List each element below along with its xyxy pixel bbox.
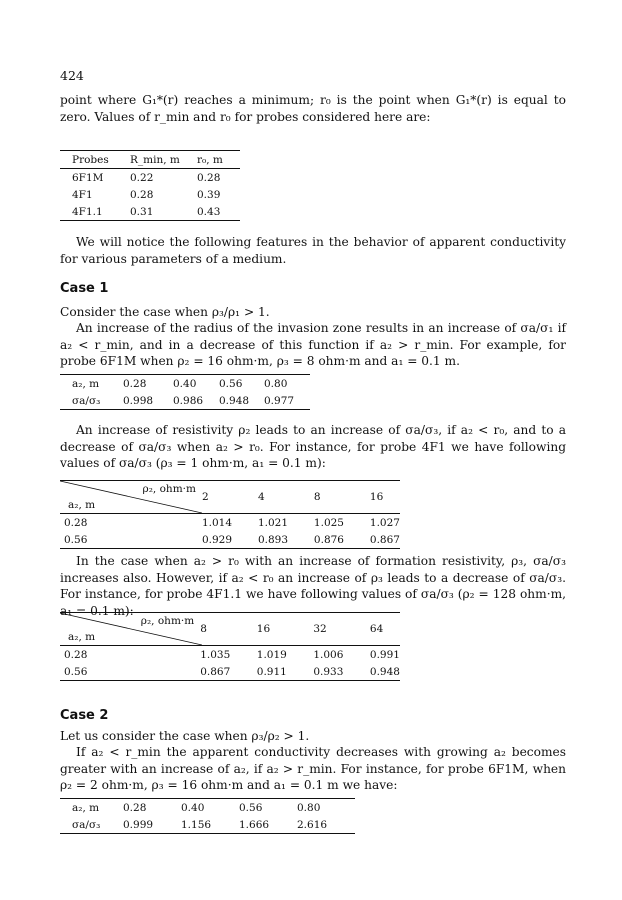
table-row xyxy=(60,646,400,664)
column-header: 16 xyxy=(369,491,384,503)
cell-value: 0.911 xyxy=(256,665,287,678)
ratio-value: 1.156 xyxy=(181,818,212,831)
column-header: 32 xyxy=(313,623,327,635)
cell-value: 1.014 xyxy=(201,516,233,529)
case1-condition: Consider the case when ρ₃/ρ₁ > 1. xyxy=(60,305,270,319)
table3-header-row xyxy=(60,613,400,646)
row-a2-value: 0.28 xyxy=(64,516,88,529)
features-paragraph: We will notice the following features in the behavior of apparent conductivity for various parameters of a medium. xyxy=(60,235,566,266)
a2-value: 0.40 xyxy=(173,377,197,390)
probe-name: 4F1.1 xyxy=(72,205,103,218)
probes-table xyxy=(60,150,240,221)
table-row xyxy=(60,514,400,532)
probes-header-rmin: R_min, m xyxy=(130,153,180,166)
table-row xyxy=(60,663,400,681)
cell-value: 1.006 xyxy=(313,648,344,661)
case1-table3 xyxy=(60,612,400,681)
case2-heading: Case 2 xyxy=(60,708,109,723)
probe-name: 6F1M xyxy=(72,171,104,184)
case1-heading: Case 1 xyxy=(60,281,109,296)
table-row xyxy=(60,375,310,393)
cell-value: 1.021 xyxy=(257,516,288,529)
cell-value: 0.948 xyxy=(369,665,400,678)
cell-value: 1.019 xyxy=(256,648,287,661)
case1-paragraph-3: In the case when a₂ > r₀ with an increase of formation resistivity, ρ₃, σa/σ₃ increases also. However, if a₂ < r₀ an increase of ρ₃ leads to a decrease of σa/σ₃. For instance, for probe 4F1.1 we have following values of σa/σ₃ (ρ₂ = 128 ohm·m, a₁ = 0.1 m): xyxy=(60,554,566,618)
table-row xyxy=(60,531,400,549)
table-row xyxy=(60,169,240,187)
corner-bottom-label: a₂, m xyxy=(68,631,96,643)
ratio-value: 0.948 xyxy=(219,394,250,407)
cell-value: 1.025 xyxy=(313,516,344,529)
cell-value: 0.893 xyxy=(257,533,288,546)
cell-value: 0.933 xyxy=(313,665,344,678)
a2-value: 0.28 xyxy=(123,377,147,390)
row-label-a2: a₂, m xyxy=(72,377,100,390)
table2-corner-cell xyxy=(60,481,202,514)
a2-value: 0.80 xyxy=(297,801,321,814)
cell-value: 1.035 xyxy=(200,648,231,661)
case1-paragraph-2: An increase of resistivity ρ₂ leads to an increase of σa/σ₃, if a₂ < r₀, and to a decrease of σa/σ₃ when a₂ > r₀. For instance, for probe 4F1 we have following values of σa/σ₃ (ρ₃ = 1 ohm·m, a₁ = 0.1 m): xyxy=(60,423,566,470)
case2-table1 xyxy=(60,798,355,834)
probes-header-row xyxy=(60,151,240,169)
case1-table2 xyxy=(60,480,400,549)
ratio-value: 0.998 xyxy=(123,394,154,407)
table-row xyxy=(60,186,240,203)
ratio-value: 1.666 xyxy=(239,818,270,831)
cell-value: 0.991 xyxy=(369,648,400,661)
r0-value: 0.39 xyxy=(197,188,221,201)
ratio-value: 0.986 xyxy=(173,394,204,407)
case2-paragraph-1: If a₂ < r_min the apparent conductivity decreases with growing a₂ becomes greater with an increase of a₂, if a₂ > r_min. For instance, for probe 6F1M, when ρ₂ = 2 ohm·m, ρ₃ = 16 ohm·m and a₁ = 0.1 m we have: xyxy=(60,745,566,792)
probes-header-r0: r₀, m xyxy=(197,153,223,166)
case1-paragraph-1: An increase of the radius of the invasion zone results in an increase of σa/σ₁ if a₂ < r_min, and in a decrease of this function if a₂ > r_min. For example, for probe 6F1M when ρ₂ = 16 ohm·m, ρ₃ = 8 ohm·m and a₁ = 0.1 m. xyxy=(60,321,566,368)
table-row xyxy=(60,799,355,817)
probes-header-probes: Probes xyxy=(72,153,109,166)
row-label-ratio: σa/σ₃ xyxy=(72,818,101,831)
row-label-ratio: σa/σ₃ xyxy=(72,394,101,407)
column-header: 8 xyxy=(200,623,207,635)
intro-paragraph: point where G₁*(r) reaches a minimum; r₀ is the point when G₁*(r) is equal to zero. Values of r_min and r₀ for probes considered here are: xyxy=(60,93,566,124)
column-header: 16 xyxy=(256,623,271,635)
rmin-value: 0.28 xyxy=(130,188,154,201)
row-a2-value: 0.56 xyxy=(64,665,88,678)
ratio-value: 2.616 xyxy=(297,818,328,831)
cell-value: 1.027 xyxy=(369,516,400,529)
column-header: 64 xyxy=(369,623,384,635)
column-header: 4 xyxy=(257,491,265,503)
page-number: 424 xyxy=(60,68,84,83)
probe-name: 4F1 xyxy=(72,188,93,201)
a2-value: 0.56 xyxy=(239,801,263,814)
row-a2-value: 0.56 xyxy=(64,533,88,546)
r0-value: 0.28 xyxy=(197,171,221,184)
row-a2-value: 0.28 xyxy=(64,648,88,661)
cell-value: 0.929 xyxy=(201,533,233,546)
table3-corner-cell xyxy=(60,613,200,646)
a2-value: 0.80 xyxy=(264,377,288,390)
corner-bottom-label: a₂, m xyxy=(68,499,96,511)
column-header: 2 xyxy=(201,491,209,503)
corner-top-label: ρ₂, ohm·m xyxy=(142,483,196,495)
corner-top-label: ρ₂, ohm·m xyxy=(140,615,195,627)
case2-condition: Let us consider the case when ρ₃/ρ₂ > 1. xyxy=(60,729,310,743)
r0-value: 0.43 xyxy=(197,205,221,218)
column-header: 8 xyxy=(313,491,321,503)
row-label-a2: a₂, m xyxy=(72,801,100,814)
rmin-value: 0.31 xyxy=(130,205,154,218)
rmin-value: 0.22 xyxy=(130,171,154,184)
ratio-value: 0.977 xyxy=(264,394,295,407)
table-row xyxy=(60,203,240,221)
table-row xyxy=(60,816,355,834)
cell-value: 0.867 xyxy=(369,533,400,546)
cell-value: 0.876 xyxy=(313,533,344,546)
case1-table1 xyxy=(60,374,310,410)
table-row xyxy=(60,392,310,410)
a2-value: 0.56 xyxy=(219,377,243,390)
a2-value: 0.40 xyxy=(181,801,205,814)
table2-header-row xyxy=(60,481,400,514)
ratio-value: 0.999 xyxy=(123,818,154,831)
a2-value: 0.28 xyxy=(123,801,147,814)
cell-value: 0.867 xyxy=(200,665,231,678)
